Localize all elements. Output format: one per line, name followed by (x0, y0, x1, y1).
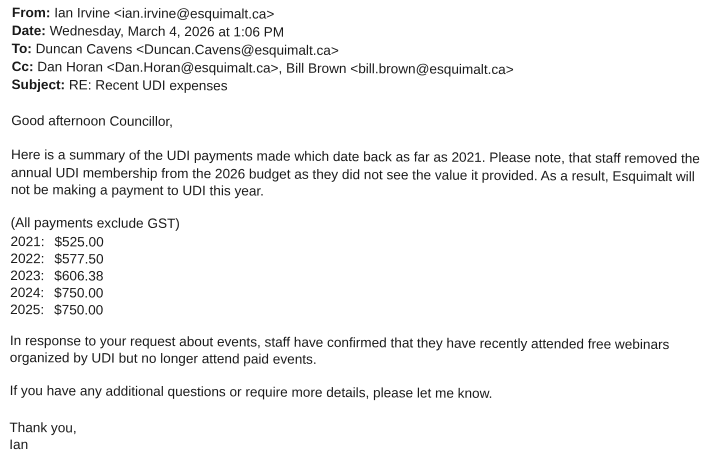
payment-row (10, 235, 103, 249)
cc-value: Dan Horan <Dan.Horan@esquimalt.ca>, Bill Brown <bill.brown@esquimalt.ca> (37, 59, 514, 78)
to-value: Duncan Cavens <Duncan.Cavens@esquimalt.ca> (35, 41, 339, 58)
from-row (12, 6, 274, 21)
payment-amount: $606.38 (54, 268, 104, 284)
subject-row (11, 78, 227, 93)
closing-request: If you have any additional questions or require more details, please let me know. (9, 382, 493, 401)
payment-year: 2024: (10, 284, 45, 301)
events-line-2: organized by UDI but no longer attend paid events. (9, 349, 317, 367)
payment-amount: $525.00 (54, 234, 104, 250)
from-label: From: (11, 4, 51, 21)
from-value: Ian Irvine <ian.irvine@esquimalt.ca> (54, 5, 275, 22)
date-row (12, 24, 284, 39)
summary-line-1: Here is a summary of the UDI payments made which date back as far as 2021. Please note, that staff removed the (11, 146, 700, 167)
summary-line-2: annual UDI membership from the 2026 budget as they did not see the value it provided. As a result, Esquimalt will (10, 164, 695, 185)
cc-label: Cc: (11, 58, 34, 75)
greeting: Good afternoon Councillor, (11, 112, 174, 129)
date-value: Wednesday, March 4, 2026 at 1:06 PM (49, 23, 285, 40)
subject-label: Subject: (11, 76, 66, 93)
payment-row (10, 269, 103, 283)
payment-row (10, 303, 103, 317)
date-label: Date: (11, 22, 46, 39)
cc-row (12, 60, 514, 77)
summary-line-3: not be making a payment to UDI this year. (10, 181, 265, 199)
payment-year: 2023: (10, 267, 45, 284)
events-line-1: In response to your request about events, staff have confirmed that they have recently attended free webinars (9, 332, 670, 353)
subject-value: RE: Recent UDI expenses (68, 77, 228, 94)
payment-amount: $750.00 (54, 302, 104, 318)
email-document (9, 0, 718, 453)
to-label: To: (11, 40, 32, 57)
signoff: Thank you, (9, 419, 77, 436)
to-row (12, 42, 339, 58)
payment-year: 2021: (10, 233, 45, 250)
payment-year: 2025: (10, 301, 45, 318)
payments-note: (All payments exclude GST) (10, 214, 180, 232)
payment-row (10, 252, 103, 266)
payment-amount: $750.00 (54, 285, 104, 301)
payment-year: 2022: (10, 250, 45, 267)
signature: Ian (9, 436, 29, 453)
payment-amount: $577.50 (54, 251, 104, 267)
payment-row (10, 286, 103, 300)
